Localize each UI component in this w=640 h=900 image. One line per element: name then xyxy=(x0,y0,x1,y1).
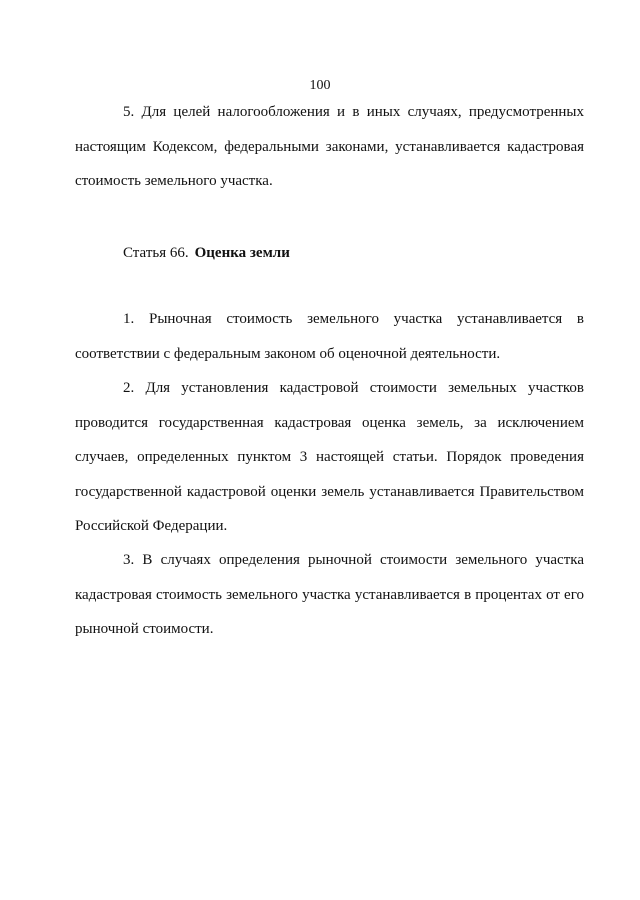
paragraph-2-line-1: 2. Для установления кадастровой стоимости земельных участков xyxy=(123,380,584,396)
paragraph-3-line-2: кадастровая стоимость земельного участка устанавливается в процентах от его xyxy=(75,586,584,603)
paragraph-2-line-2: проводится государственная кадастровая оценка земель, за исключением xyxy=(75,414,584,431)
page-number: 100 xyxy=(309,78,331,93)
paragraph-2 xyxy=(75,371,584,544)
paragraph-5-line-2: настоящим Кодексом, федеральными законами, устанавливается кадастровая xyxy=(75,138,584,155)
paragraph-5-line-1: 5. Для целей налогообложения и в иных случаях, предусмотренных xyxy=(123,104,584,120)
paragraph-2-line-4: государственной кадастровой оценки земель устанавливается Правительством xyxy=(75,483,584,500)
article-number: Статья 66. xyxy=(123,245,189,261)
article-heading xyxy=(123,236,290,271)
paragraph-5 xyxy=(75,95,584,199)
paragraph-3 xyxy=(75,543,584,647)
paragraph-1-line-1: 1. Рыночная стоимость земельного участка устанавливается в xyxy=(123,311,584,327)
paragraph-5-line-3: стоимость земельного участка. xyxy=(75,173,273,189)
paragraph-2-line-3: случаев, определенных пунктом 3 настоящей статьи. Порядок проведения xyxy=(75,449,584,465)
paragraph-3-line-1: 3. В случаях определения рыночной стоимости земельного участка xyxy=(123,552,584,568)
paragraph-1-line-2: соответствии с федеральным законом об оценочной деятельности. xyxy=(75,345,501,362)
paragraph-3-line-3: рыночной стоимости. xyxy=(75,621,214,637)
paragraph-2-line-5: Российской Федерации. xyxy=(75,518,228,534)
paragraph-1 xyxy=(75,302,584,371)
article-title: Оценка земли xyxy=(194,245,290,261)
